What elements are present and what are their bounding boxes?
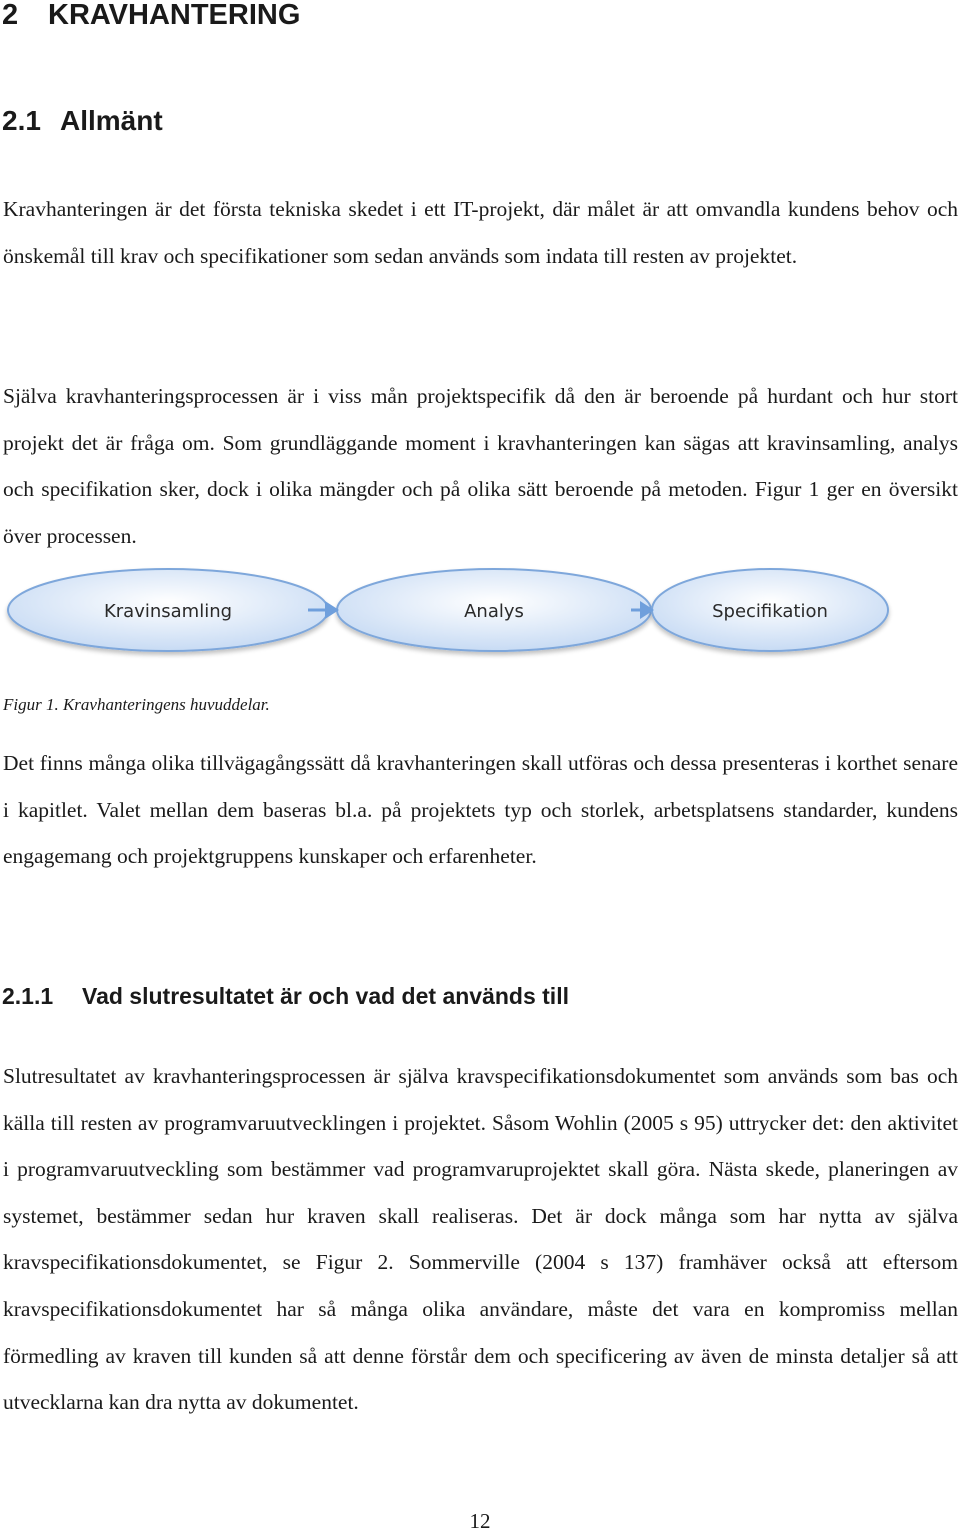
page-number: 12	[469, 1509, 491, 1533]
chapter-number: 2	[2, 0, 19, 31]
figure-caption: Figur 1. Kravhanteringens huvuddelar.	[3, 695, 270, 714]
process-step-label: Analys	[464, 601, 524, 622]
subsection-title: Vad slutresultatet är och vad det används till	[82, 983, 569, 1009]
section-number: 2.1	[2, 105, 41, 136]
section-title: Allmänt	[60, 105, 163, 136]
subsection-heading	[2, 981, 569, 1011]
process-step-label: Specifikation	[712, 601, 828, 622]
chapter-heading	[2, 0, 300, 32]
process-diagram	[0, 560, 960, 660]
chapter-title: KRAVHANTERING	[48, 0, 301, 31]
paragraph-intro: Kravhanteringen är det första tekniska skedet i ett IT-projekt, där målet är att omvandla kundens behov och önskemål till krav och specifikationer som sedan används som indata till resten av projektet.	[3, 197, 958, 268]
section-heading	[2, 104, 163, 138]
paragraph-process: Själva kravhanteringsprocessen är i viss mån projektspecifik då den är beroende på hurdant och hur stort projekt det är fråga om. Som grundläggande moment i kravhanteringen kan sägas att kravinsamling, analys och specifikation sker, dock i olika mängder och på olika sätt beroende på metoden. Figur 1 ger en översikt över processen.	[3, 384, 958, 548]
process-step-label: Kravinsamling	[103, 601, 233, 622]
paragraph-approaches: Det finns många olika tillvägagångssätt då kravhanteringen skall utföras och dessa presenteras i korthet senare i kapitlet. Valet mellan dem baseras bl.a. på projektets typ och storlek, arbetsplatsens standarder, kundens engagemang och projektgruppens kunskaper och erfarenheter.	[3, 751, 958, 868]
arrow-head-icon	[325, 601, 339, 619]
paragraph-result: Slutresultatet av kravhanteringsprocessen är själva kravspecifikationsdokumentet som används som bas och källa till resten av programvaruutvecklingen i projektet. Såsom Wohlin (2005 s 95) uttrycker det: den aktivitet i programvaruutveckling som bestämmer vad programvaruprojektet skall göra. Nästa skede, planeringen av systemet, bestämmer sedan hur kraven skall realiseras. Det är dock många som har nytta av själva kravspecifikationsdokumentet, se Figur 2. Sommerville (2004 s 137) framhäver också att eftersom kravspecifikationsdokumentet har så många olika användare, måste det vara en kompromiss mellan förmedling av kraven till kunden så att denne förstår dem och specificering av även de minsta detaljer så att utvecklarna kan dra nytta av dokumentet.	[3, 1064, 958, 1415]
subsection-number: 2.1.1	[2, 983, 54, 1009]
